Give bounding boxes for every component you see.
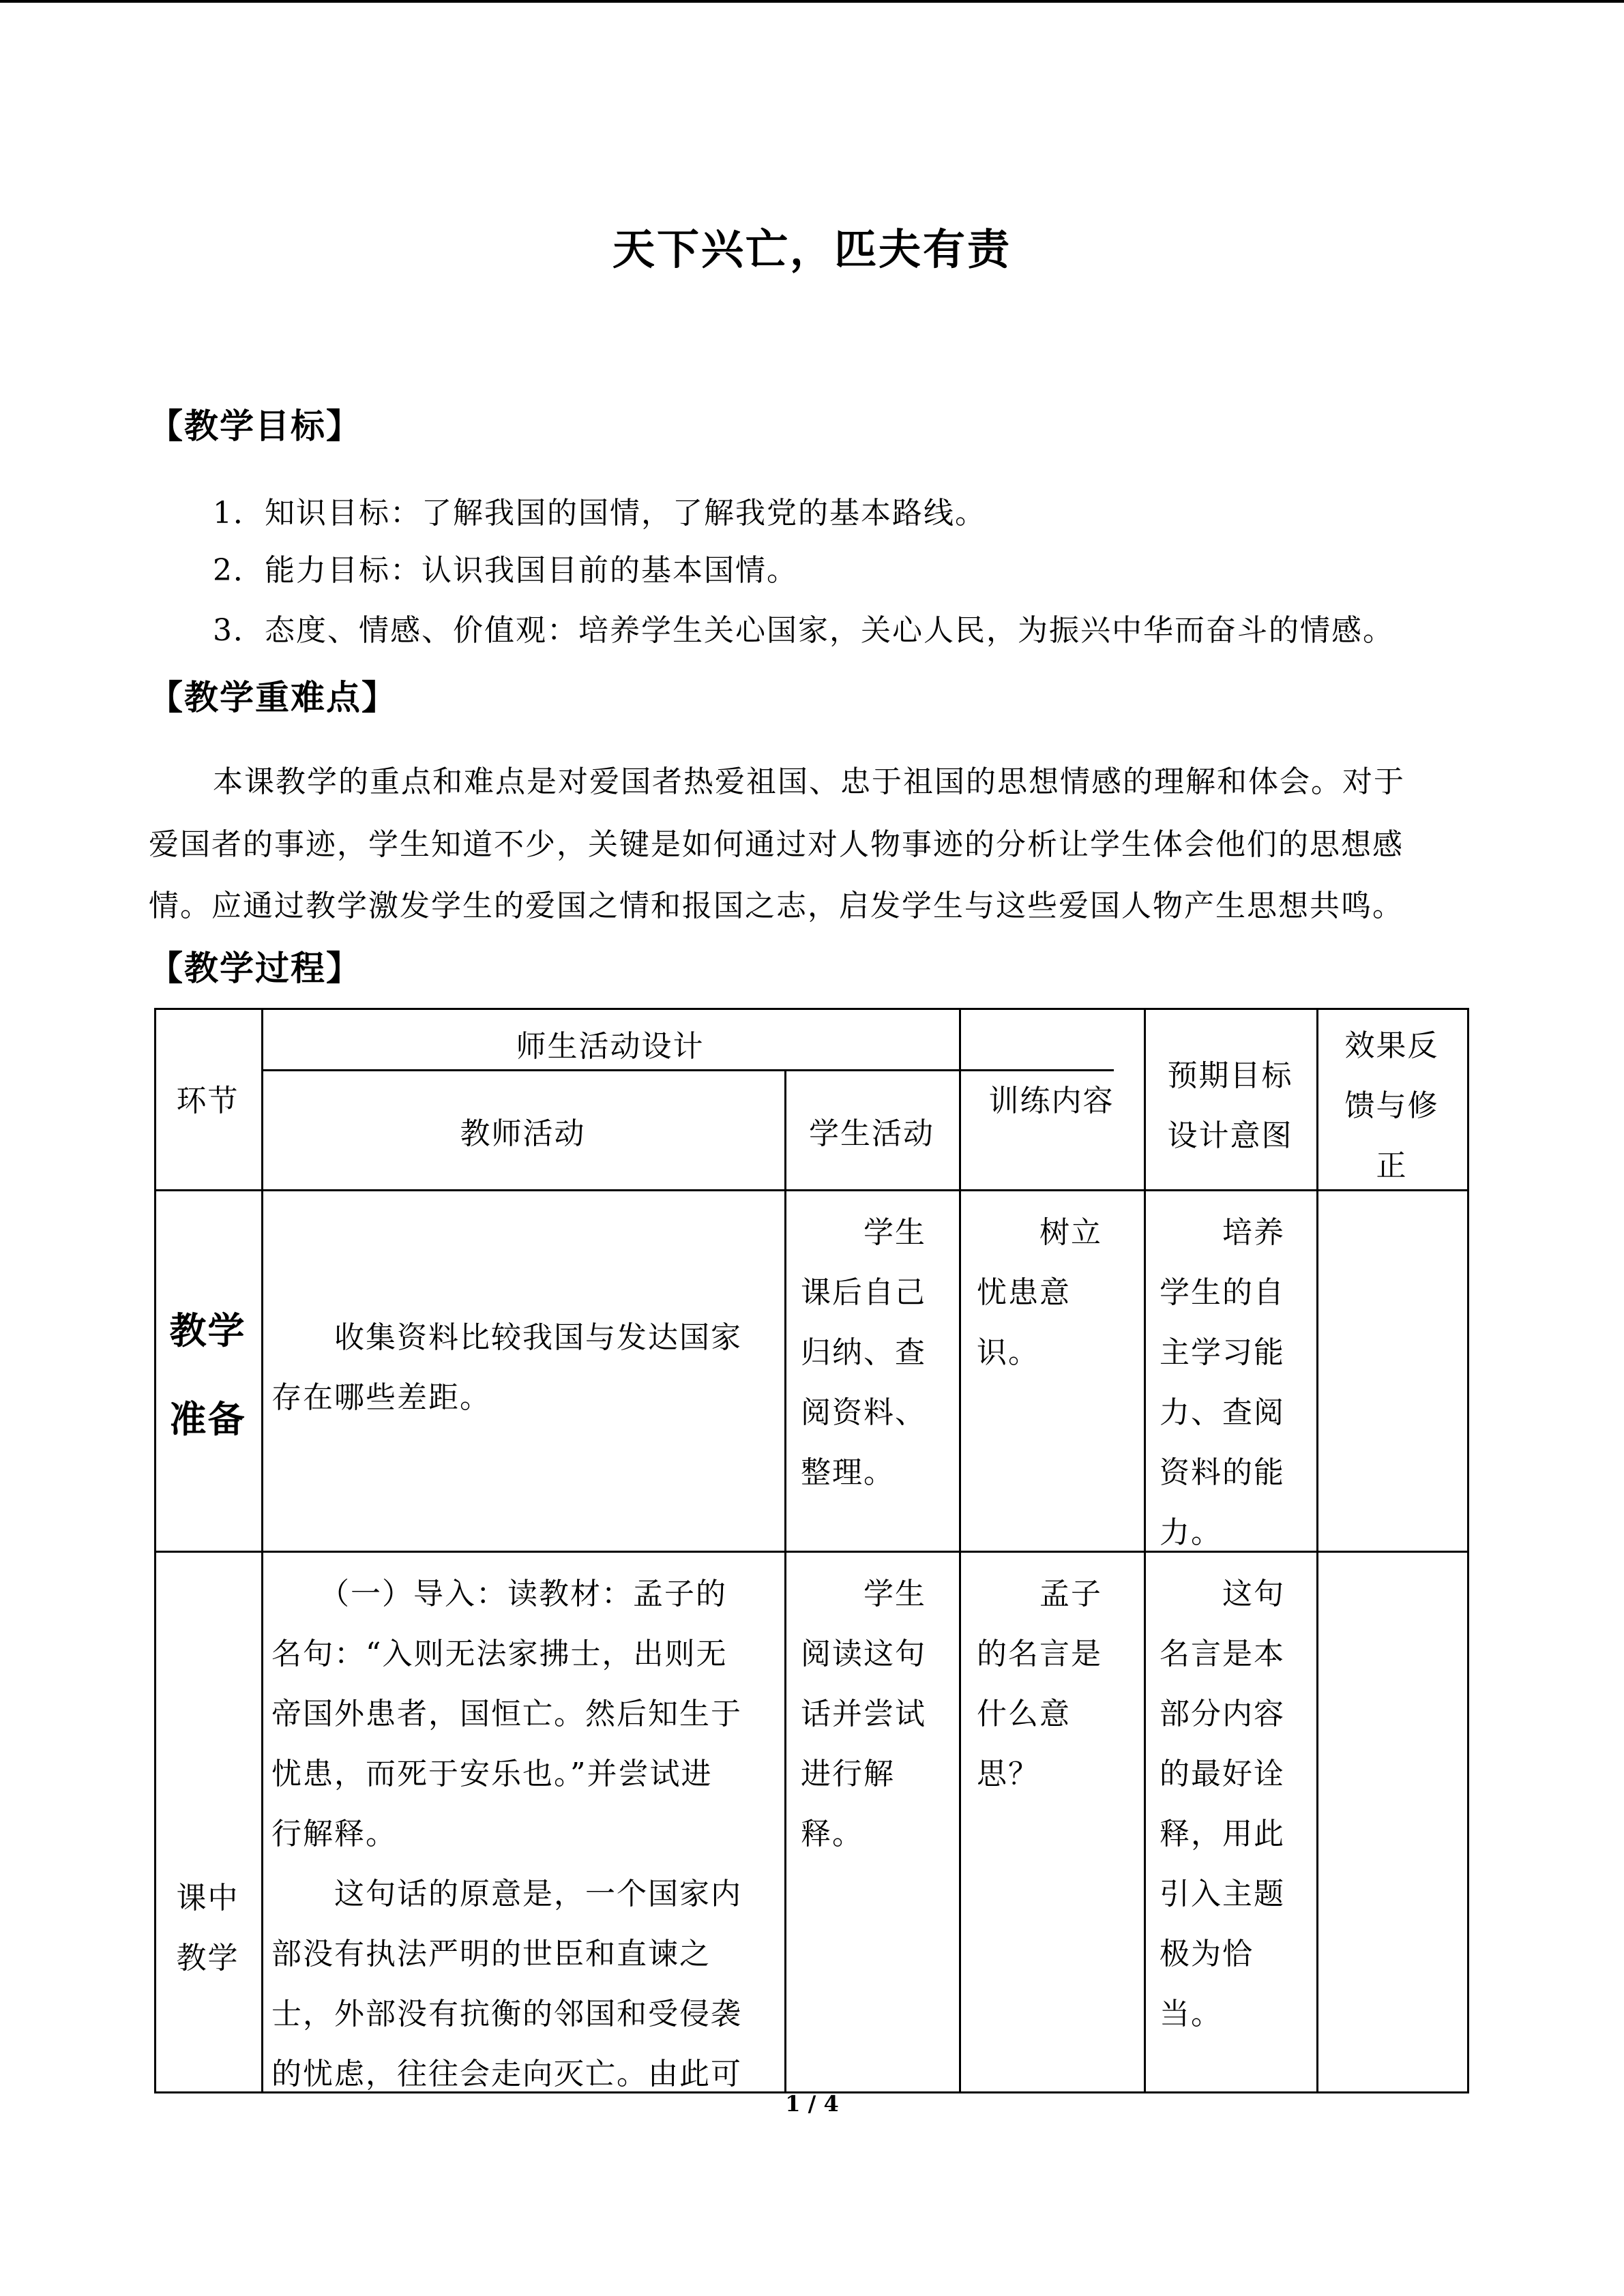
cell-line: 力、查阅 xyxy=(1160,1395,1285,1430)
goal-item-2: 2．能力目标：认识我国目前的基本国情。 xyxy=(213,553,798,588)
cell-line: 课后自己 xyxy=(801,1275,926,1310)
header-feedback xyxy=(1316,1016,1467,1196)
row-1-stage xyxy=(154,1286,261,1463)
cell-line: 释。 xyxy=(801,1817,863,1851)
cell-line: 阅资料、 xyxy=(801,1395,926,1430)
row-1-teacher-activity xyxy=(271,1308,780,1428)
top-border-line xyxy=(0,0,1624,3)
stage-line: 教学 xyxy=(176,1941,239,1976)
row-2-stage xyxy=(154,1868,261,1988)
cell-line: 孟子 xyxy=(977,1577,1102,1611)
cell-line: 极为恰 xyxy=(1160,1937,1254,1971)
cell-line: 忧患，而死于安乐也。”并尝试进 xyxy=(271,1757,713,1791)
cell-line: 名言是本 xyxy=(1160,1637,1285,1671)
stage-line: 教学 xyxy=(169,1309,246,1352)
goal-item-3: 3．态度、情感、价值观：培养学生关心国家，关心人民，为振兴中华而奋斗的情感。 xyxy=(213,613,1394,648)
table-rule xyxy=(261,1069,1114,1071)
cell-line: 的名言是 xyxy=(977,1637,1102,1671)
row-1-expected-goal xyxy=(1160,1203,1315,1563)
header-stage: 环节 xyxy=(176,1084,239,1118)
cell-line: 帝国外患者，国恒亡。然后知生于 xyxy=(271,1697,742,1731)
cell-line: 的忧虑，往往会走向灭亡。由此可 xyxy=(271,2057,742,2091)
cell-line: 进行解 xyxy=(801,1757,895,1791)
table-rule xyxy=(154,1008,1469,1010)
cell-line: 部分内容 xyxy=(1160,1697,1285,1731)
cell-line: 这句 xyxy=(1160,1577,1285,1611)
cell-line: 整理。 xyxy=(801,1455,895,1490)
table-rule xyxy=(784,1069,786,2093)
cell-line: 名句：“入则无法家拂士，出则无 xyxy=(271,1637,728,1671)
cell-line: 释，用此 xyxy=(1160,1817,1285,1851)
cell-line: 资料的能 xyxy=(1160,1455,1285,1490)
cell-line: 士，外部没有抗衡的邻国和受侵袭 xyxy=(271,1997,742,2031)
key-points-heading: 【教学重难点】 xyxy=(149,677,397,717)
cell-line: 力。 xyxy=(1160,1515,1222,1550)
header-teacher-activity: 教师活动 xyxy=(460,1116,586,1151)
header-training-content: 训练内容 xyxy=(988,1084,1114,1118)
stage-line: 课中 xyxy=(176,1881,239,1915)
cell-line: 学生 xyxy=(801,1215,926,1250)
header-student-activity: 学生活动 xyxy=(809,1116,934,1151)
row-1-training-content xyxy=(977,1203,1140,1383)
cell-line: 这句话的原意是，一个国家内 xyxy=(271,1877,742,1911)
header-goal-line: 设计意图 xyxy=(1167,1118,1293,1153)
header-feedback-line: 馈与修 xyxy=(1344,1088,1439,1123)
header-goal-line: 预期目标 xyxy=(1167,1058,1293,1093)
key-line-2: 爱国者的事迹，学生知道不少，关键是如何通过对人物事迹的分析让学生体会他们的思想感 xyxy=(149,827,1404,862)
cell-line: 思？ xyxy=(977,1757,1039,1791)
page-title: 天下兴亡，匹夫有责 xyxy=(612,224,1012,274)
table-rule xyxy=(261,1008,263,2093)
row-2-student-activity xyxy=(801,1564,958,1864)
cell-line: 行解释。 xyxy=(271,1817,397,1851)
header-expected-goal xyxy=(1144,1046,1316,1166)
cell-line: 收集资料比较我国与发达国家 xyxy=(271,1320,742,1355)
process-heading: 【教学过程】 xyxy=(149,948,361,988)
key-points-paragraph xyxy=(149,757,1468,941)
goal-item-1: 1．知识目标：了解我国的国情，了解我党的基本路线。 xyxy=(213,496,986,531)
cell-line: 培养 xyxy=(1160,1215,1285,1250)
cell-line: （一）导入：读教材：孟子的 xyxy=(271,1577,727,1611)
header-activity-design: 师生活动设计 xyxy=(516,1029,705,1064)
cell-line: 主学习能 xyxy=(1160,1335,1285,1370)
table-rule xyxy=(154,1189,1469,1191)
row-2-teacher-activity xyxy=(271,1564,783,2104)
key-line-1: 本课教学的重点和难点是对爱国者热爱祖国、忠于祖国的思想情感的理解和体会。对于 xyxy=(213,764,1405,799)
header-feedback-line: 正 xyxy=(1376,1148,1408,1183)
goals-heading: 【教学目标】 xyxy=(149,406,361,446)
cell-line: 部没有执法严明的世臣和直谏之 xyxy=(271,1937,711,1971)
row-1-student-activity xyxy=(801,1203,958,1503)
cell-line: 学生的自 xyxy=(1160,1275,1285,1310)
cell-line: 什么意 xyxy=(977,1697,1071,1731)
cell-line: 归纳、查 xyxy=(801,1335,926,1370)
cell-line: 识。 xyxy=(977,1335,1039,1370)
cell-line: 忧患意 xyxy=(977,1275,1071,1310)
row-2-expected-goal xyxy=(1160,1564,1315,2044)
cell-line: 树立 xyxy=(977,1215,1102,1250)
table-rule xyxy=(1467,1008,1469,2093)
table-rule xyxy=(1144,1008,1146,2093)
cell-line: 的最好诠 xyxy=(1160,1757,1285,1791)
cell-line: 存在哪些差距。 xyxy=(271,1380,491,1415)
page-number: 1 / 4 xyxy=(785,2091,839,2117)
teaching-process-table xyxy=(154,1008,1469,2093)
stage-line: 准备 xyxy=(169,1397,246,1441)
cell-line: 阅读这句 xyxy=(801,1637,926,1671)
cell-line: 学生 xyxy=(801,1577,926,1611)
key-line-3: 情。应通过教学激发学生的爱国之情和报国之志，启发学生与这些爱国人物产生思想共鸣。 xyxy=(149,889,1404,923)
cell-line: 引入主题 xyxy=(1160,1877,1285,1911)
row-2-training-content xyxy=(977,1564,1140,1804)
table-rule xyxy=(959,1008,961,2093)
header-feedback-line: 效果反 xyxy=(1344,1028,1439,1063)
cell-line: 话并尝试 xyxy=(801,1697,926,1731)
cell-line: 当。 xyxy=(1160,1997,1222,2031)
